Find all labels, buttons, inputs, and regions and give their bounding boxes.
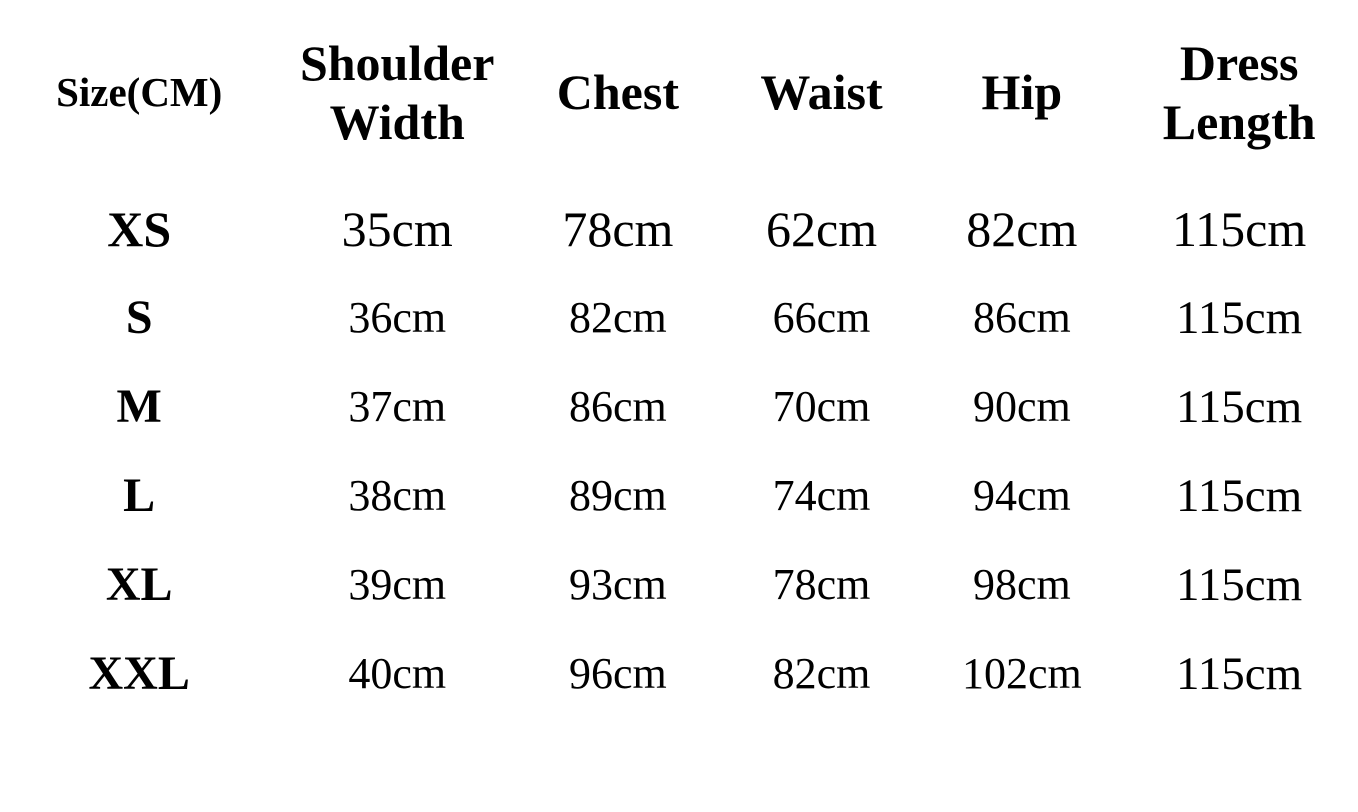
cell-chest: 96cm [568,649,667,699]
column-header-size [0,0,278,185]
cell-hip: 98cm [972,560,1071,610]
cell-dress: 115cm [1176,558,1303,611]
table-row [0,274,1358,363]
column-header-waist-line-1: Waist [760,64,883,120]
column-header-chest [516,0,720,185]
column-header-dress-line-2: Length [1162,93,1316,150]
column-header-chest-line-1: Chest [556,64,679,120]
cell-shoulder: 40cm [348,649,447,699]
cell-dress: 115cm [1176,380,1303,433]
table-header [0,0,1358,185]
cell-size: XS [107,201,172,257]
cell-chest: 93cm [568,560,667,610]
cell-size: M [116,380,162,434]
cell-waist: 70cm [772,382,871,432]
cell-waist: 78cm [772,560,871,610]
table-row [0,541,1358,630]
cell-dress: 115cm [1176,647,1303,700]
cell-hip: 102cm [961,649,1082,699]
cell-shoulder: 37cm [348,382,447,432]
cell-hip: 90cm [972,382,1071,432]
cell-hip: 86cm [972,293,1071,343]
cell-dress: 115cm [1176,469,1303,522]
cell-hip: 82cm [966,201,1078,257]
column-header-hip [923,0,1120,185]
cell-size: S [125,291,153,345]
cell-waist: 82cm [772,649,871,699]
column-header-hip-line-1: Hip [981,64,1063,120]
column-header-waist [720,0,924,185]
table-row [0,630,1358,719]
column-header-shoulder-line-2: Width [329,93,465,150]
cell-waist: 62cm [766,201,878,257]
column-header-dress-line-1: Dress [1179,34,1299,91]
cell-size: XXL [88,647,190,701]
table-body [0,185,1358,719]
column-header-shoulder-line-1: Shoulder [299,34,495,91]
column-header-size-line-1: Size(CM) [56,69,223,116]
cell-waist: 74cm [772,471,871,521]
cell-waist: 66cm [772,293,871,343]
cell-chest: 78cm [562,201,674,257]
column-header-dress-length [1120,0,1358,185]
table-header-row [0,0,1358,185]
column-header-shoulder-width [278,0,516,185]
cell-dress: 115cm [1172,201,1307,257]
cell-size: XL [105,558,173,612]
table-row [0,452,1358,541]
cell-chest: 82cm [568,293,667,343]
cell-shoulder: 38cm [348,471,447,521]
table-row [0,185,1358,274]
cell-shoulder: 35cm [341,201,453,257]
cell-chest: 89cm [568,471,667,521]
cell-hip: 94cm [972,471,1071,521]
cell-shoulder: 36cm [348,293,447,343]
cell-dress: 115cm [1176,291,1303,344]
cell-chest: 86cm [568,382,667,432]
table-row [0,363,1358,452]
cell-shoulder: 39cm [348,560,447,610]
cell-size: L [123,469,156,523]
